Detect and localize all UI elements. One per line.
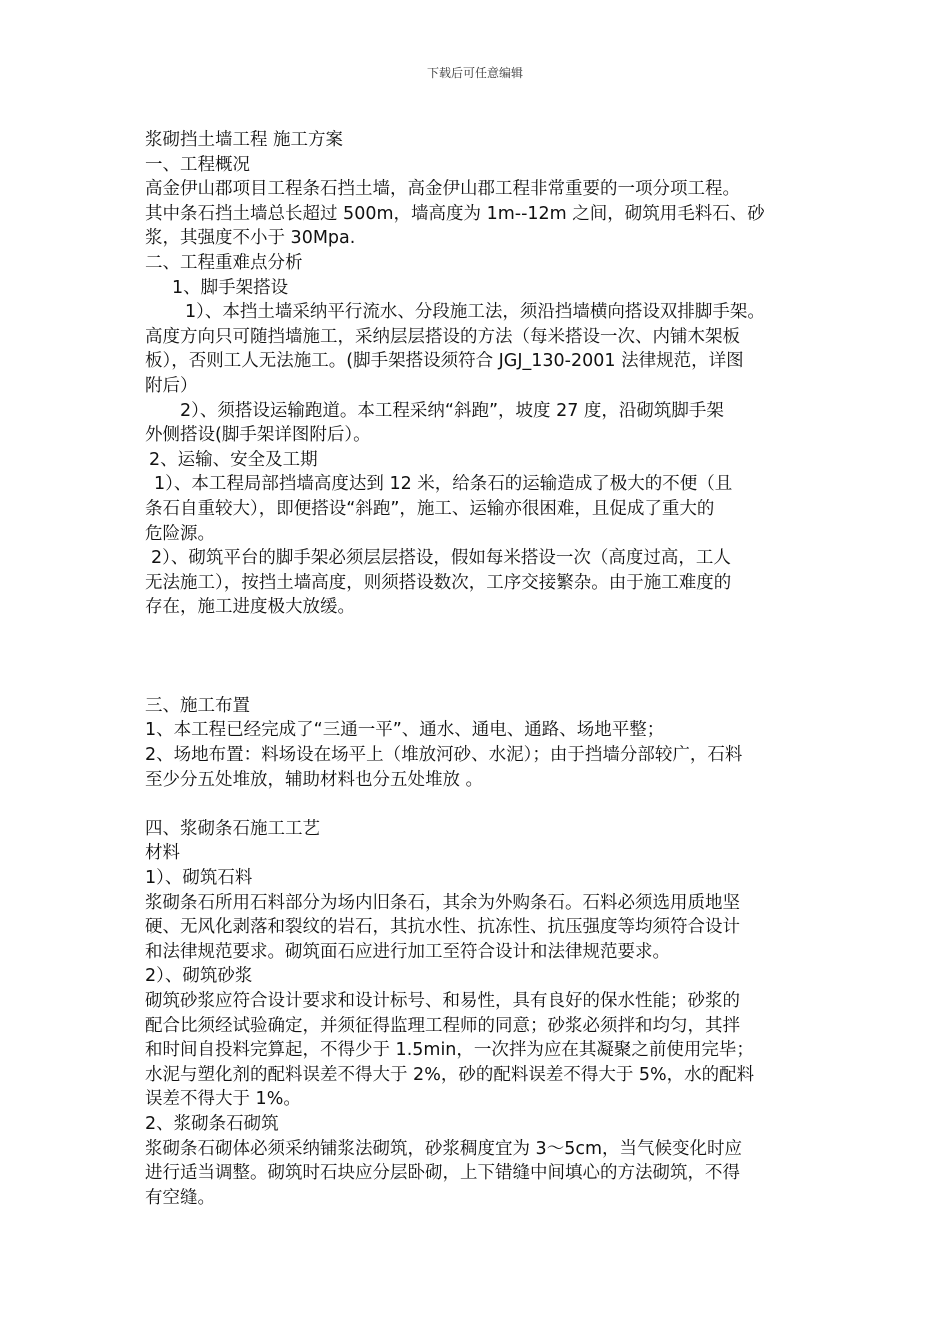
section-3-heading: 三、施工布置: [145, 695, 250, 716]
paragraph-line: 和时间自投料完算起，不得少于 1.5min，一次拌为应在其凝聚之前使用完毕；: [145, 1040, 754, 1061]
paragraph-line: 高度方向只可随挡墙施工，采纳层层搭设的方法（每米搭设一次、内铺木架板: [145, 326, 740, 347]
paragraph-line: 2）、砌筑平台的脚手架必须层层搭设，假如每米搭设一次（高度过高，工人: [151, 548, 731, 569]
paragraph-line: 水泥与塑化剂的配料误差不得大于 2%，砂的配料误差不得大于 5%，水的配料: [145, 1064, 755, 1085]
document-title: 浆砌挡土墙工程 施工方案: [145, 130, 344, 150]
paragraph-line: 浆，其强度不小于 30Mpa.: [145, 228, 356, 249]
paragraph-line: 误差不得大于 1%。: [145, 1089, 301, 1110]
paragraph-line: 1）、本工程局部挡墙高度达到 12 米，给条石的运输造成了极大的不便（且: [154, 474, 733, 495]
materials-label: 材料: [145, 843, 180, 864]
paragraph-line: 2）、须搭设运输跑道。本工程采纳“斜跑”，坡度 27 度，沿砌筑脚手架: [180, 400, 724, 421]
subsection-heading: 2）、砌筑砂浆: [145, 966, 253, 987]
paragraph-line: 无法施工），按挡土墙高度，则须搭设数次，工序交接繁杂。由于施工难度的: [145, 572, 732, 593]
paragraph-line: 板），否则工人无法施工。(脚手架搭设须符合 JGJ_130-2001 法律规范，详图: [145, 351, 744, 372]
paragraph-line: 其中条石挡土墙总长超过 500m，墙高度为 1m--12m 之间，砌筑用毛料石、砂: [145, 203, 765, 224]
paragraph-line: 进行适当调整。砌筑时石块应分层卧砌，上下错缝中间填心的方法砌筑，不得: [145, 1163, 740, 1184]
paragraph-line: 有空缝。: [145, 1187, 215, 1208]
paragraph-line: 危险源。: [145, 523, 215, 544]
page-header-note: 下载后可任意编辑: [426, 66, 523, 80]
paragraph-line: 硬、无风化剥落和裂纹的岩石，其抗水性、抗冻性、抗压强度等均须符合设计: [145, 917, 740, 938]
subsection-heading: 2、浆砌条石砌筑: [145, 1113, 279, 1134]
subsection-heading: 1、脚手架搭设: [172, 277, 289, 298]
paragraph-line: 1）、本挡土墙采纳平行流水、分段施工法，须沿挡墙横向搭设双排脚手架。: [185, 302, 765, 323]
document-body: [145, 128, 825, 1210]
section-1-heading: 一、工程概况: [145, 154, 250, 175]
paragraph-line: 外侧搭设(脚手架详图附后）。: [145, 425, 371, 446]
paragraph-line: 浆砌条石所用石料部分为场内旧条石，其余为外购条石。石料必须选用质地坚: [145, 892, 740, 913]
paragraph-line: 和法律规范要求。砌筑面石应进行加工至符合设计和法律规范要求。: [145, 941, 670, 962]
section-2-heading: 二、工程重难点分析: [145, 252, 303, 273]
paragraph-line: 浆砌条石砌体必须采纳铺浆法砌筑，砂浆稠度宜为 3～5cm，当气候变化时应: [145, 1138, 742, 1159]
paragraph-line: 1、本工程已经完成了“三通一平”、通水、通电、通路、场地平整；: [145, 720, 665, 741]
blank-space: [145, 620, 825, 694]
paragraph-line: 砌筑砂浆应符合设计要求和设计标号、和易性，具有良好的保水性能；砂浆的: [145, 991, 740, 1011]
paragraph-line: 高金伊山郡项目工程条石挡土墙，高金伊山郡工程非常重要的一项分项工程。: [145, 179, 740, 200]
subsection-heading: 2、运输、安全及工期: [149, 449, 318, 470]
paragraph-line: 至少分五处堆放，辅助材料也分五处堆放 。: [145, 769, 484, 790]
subsection-heading: 1）、砌筑石料: [145, 868, 253, 889]
section-4-heading: 四、浆砌条石施工工艺: [145, 818, 320, 839]
paragraph-line: 存在，施工进度极大放缓。: [145, 597, 355, 618]
paragraph-line: 2、场地布置：料场设在场平上（堆放河砂、水泥）；由于挡墙分部较广，石料: [145, 745, 743, 766]
paragraph-line: 条石自重较大），即便搭设“斜跑”，施工、运输亦很困难，且促成了重大的: [145, 498, 715, 519]
paragraph-line: 附后）: [145, 375, 198, 396]
paragraph-line: 配合比须经试验确定，并须征得监理工程师的同意；砂浆必须拌和均匀，其拌: [145, 1015, 740, 1036]
blank-space: [145, 792, 825, 817]
